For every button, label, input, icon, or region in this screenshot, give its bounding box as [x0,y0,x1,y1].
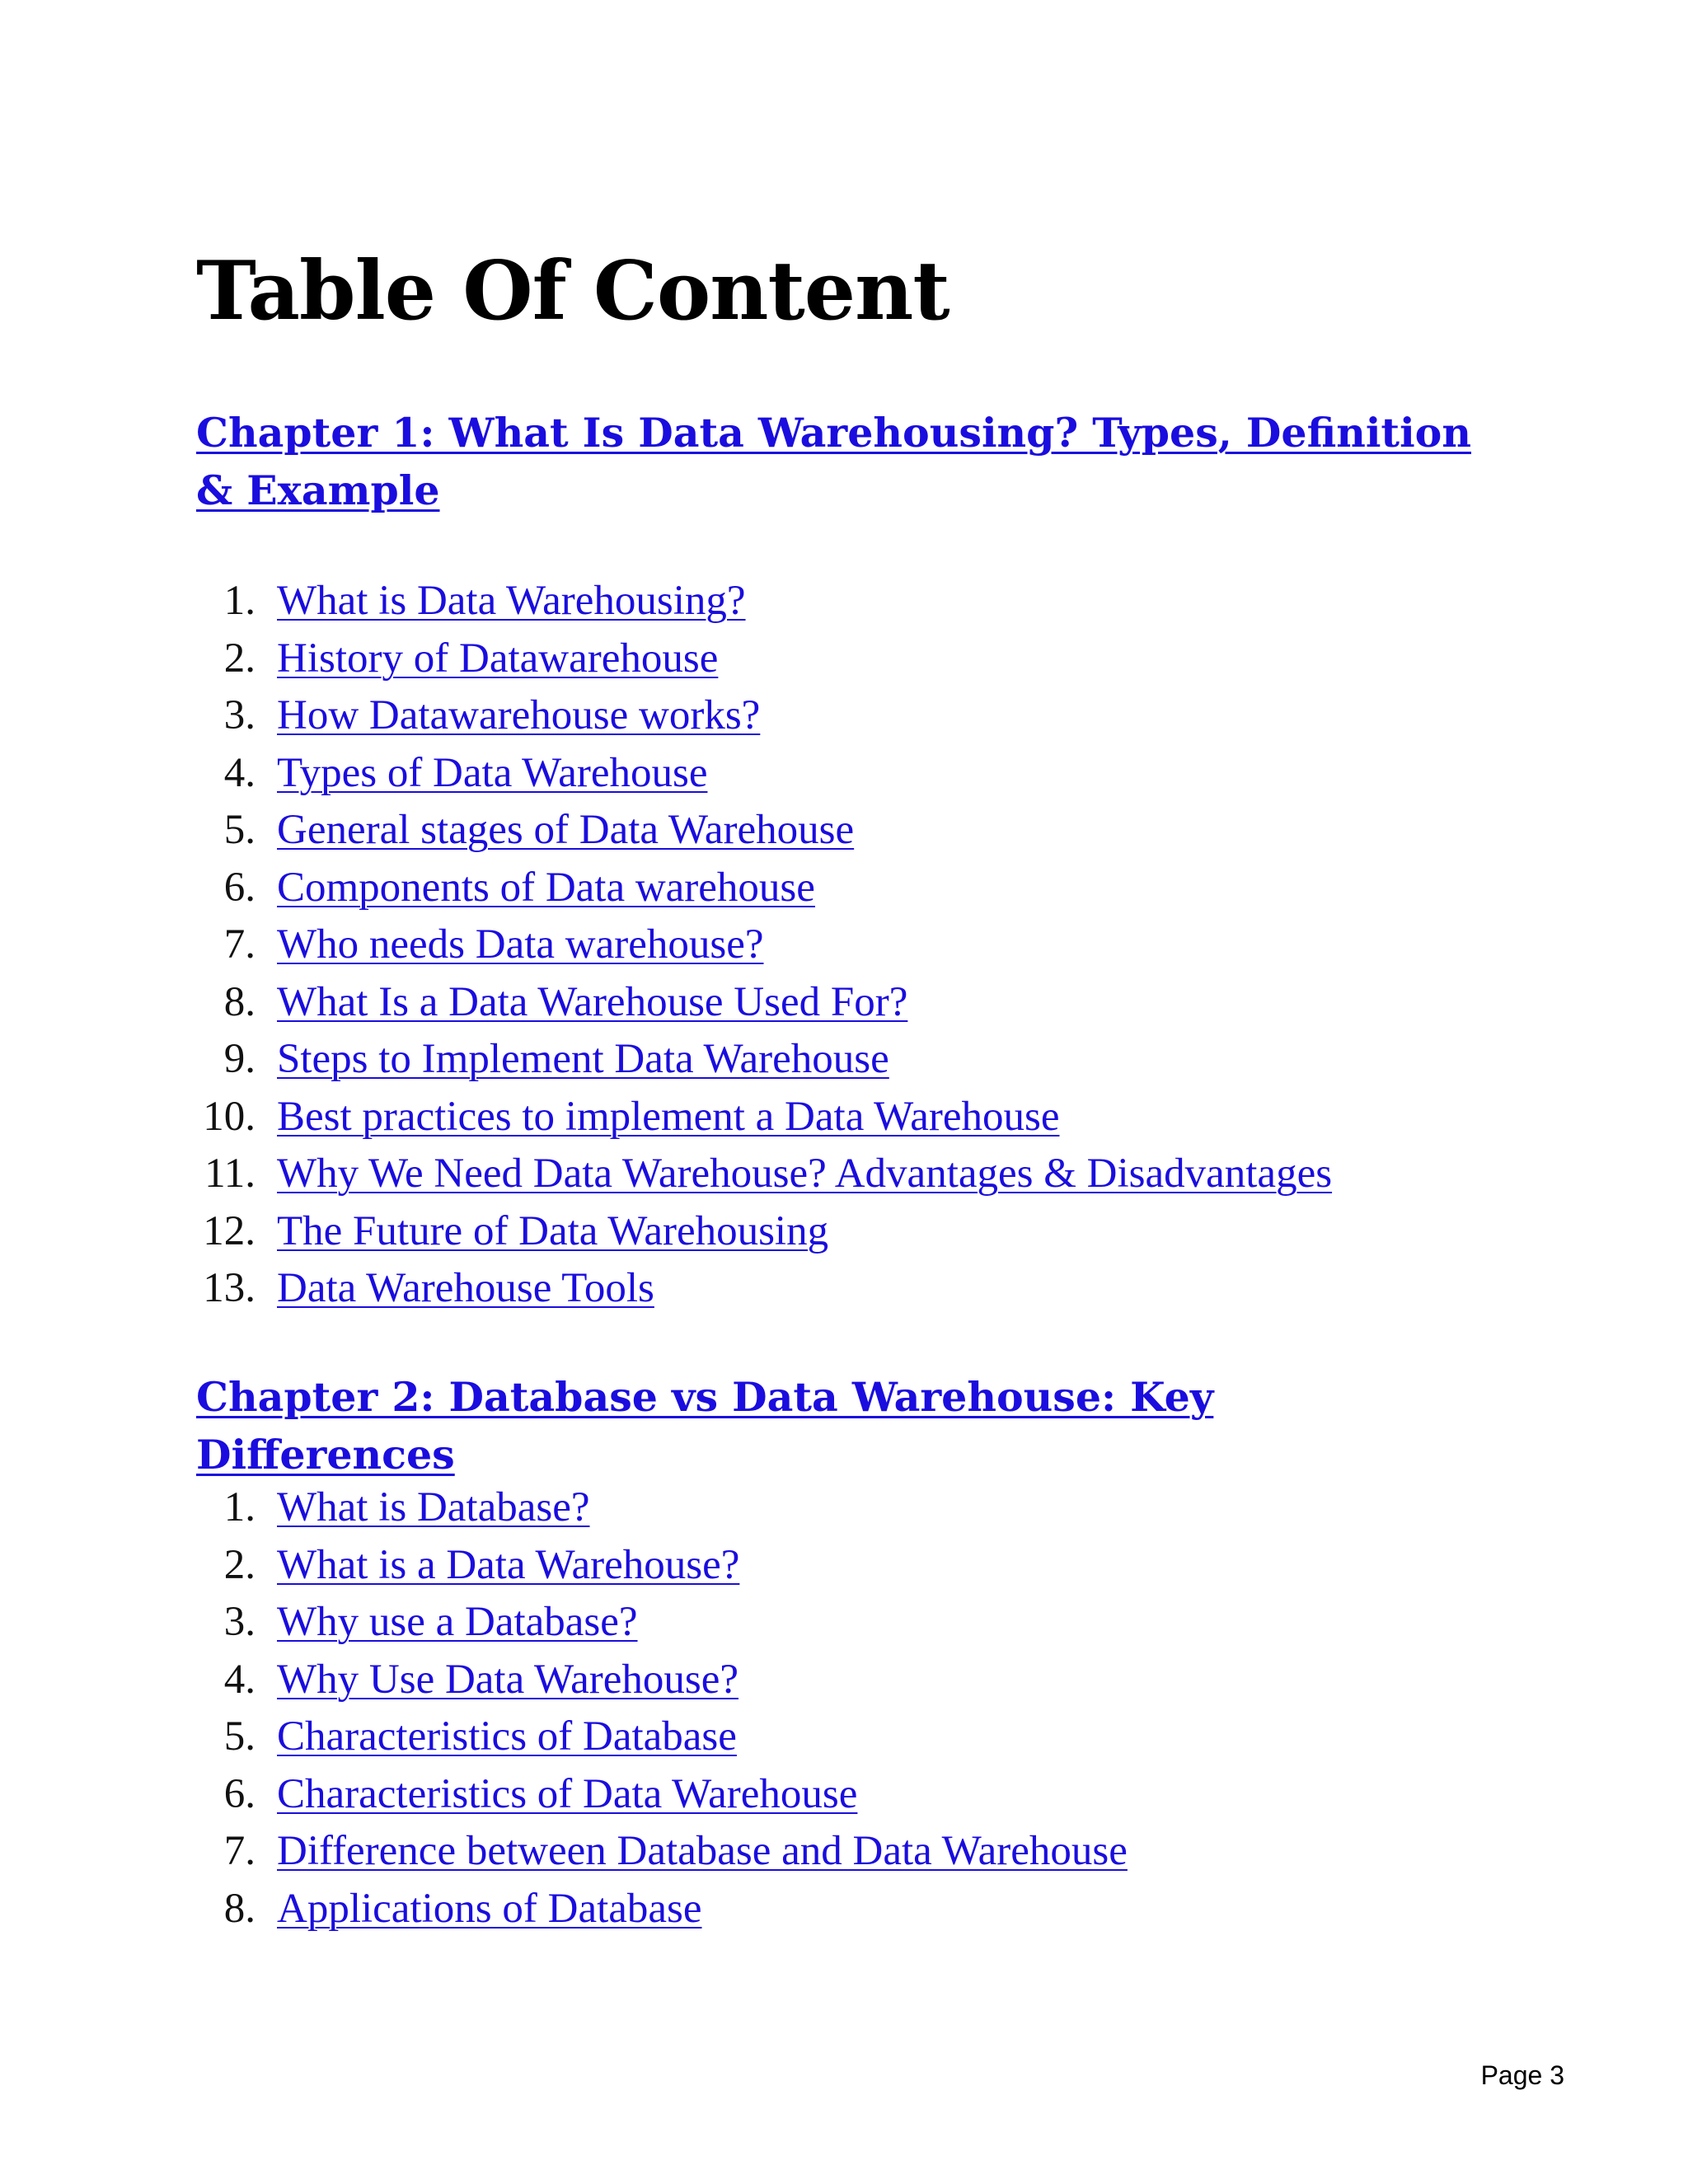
chapter-1-toc-list [196,577,1332,1322]
list-item [196,1656,1128,1713]
toc-link[interactable]: Why We Need Data Warehouse? Advantages & Disadvantages [277,1151,1333,1197]
item-number: 2. [223,635,256,682]
toc-link[interactable]: Who needs Data warehouse? [277,921,764,968]
toc-link[interactable]: What is Database? [277,1484,590,1530]
toc-link[interactable]: What is a Data Warehouse? [277,1541,740,1588]
toc-link[interactable]: Difference between Database and Data Warehouse [277,1828,1128,1874]
item-number: 12. [203,1207,256,1254]
item-number: 1. [223,578,256,624]
chapter-2-toc-list [196,1483,1128,1942]
list-item [196,921,1332,978]
toc-link[interactable]: What Is a Data Warehouse Used For? [277,978,908,1025]
list-item [196,1885,1128,1943]
toc-link[interactable]: Types of Data Warehouse [277,749,708,796]
item-number: 10. [203,1093,256,1140]
item-number: 6. [223,864,256,911]
page-number: Page 3 [1480,2060,1564,2090]
item-number: 1. [223,1484,256,1530]
chapter-1-heading [196,404,1482,519]
toc-link[interactable]: Best practices to implement a Data Warehouse [277,1093,1060,1140]
toc-link[interactable]: What is Data Warehousing? [277,578,746,624]
chapter-1-link[interactable]: Chapter 1: What Is Data Warehousing? Types, Definition & Example [196,409,1471,514]
item-number: 5. [223,807,256,853]
list-item [196,1827,1128,1885]
list-item [196,1150,1332,1207]
list-item [196,691,1332,749]
toc-link[interactable]: Data Warehouse Tools [277,1265,654,1311]
chapter-2-link[interactable]: Chapter 2: Database vs Data Warehouse: Key Differences [196,1373,1214,1479]
toc-link[interactable]: Characteristics of Data Warehouse [277,1770,858,1817]
item-number: 8. [223,978,256,1025]
toc-link[interactable]: Why use a Database? [277,1599,638,1645]
list-item [196,749,1332,807]
list-item [196,864,1332,921]
toc-link[interactable]: History of Datawarehouse [277,635,719,682]
item-number: 3. [223,692,256,738]
list-item [196,1264,1332,1322]
item-number: 4. [223,1656,256,1703]
list-item [196,1541,1128,1599]
item-number: 3. [223,1599,256,1645]
item-number: 2. [223,1541,256,1588]
item-number: 7. [223,921,256,968]
list-item [196,1035,1332,1093]
list-item [196,806,1332,864]
toc-link[interactable]: Steps to Implement Data Warehouse [277,1036,889,1082]
list-item [196,1093,1332,1151]
item-number: 4. [223,749,256,796]
chapter-2-heading [196,1368,1482,1483]
item-number: 13. [203,1265,256,1311]
toc-link[interactable]: Components of Data warehouse [277,864,815,911]
item-number: 6. [223,1770,256,1817]
item-number: 8. [223,1885,256,1932]
item-number: 11. [204,1151,256,1197]
toc-link[interactable]: Why Use Data Warehouse? [277,1656,738,1703]
list-item [196,1713,1128,1770]
list-item [196,635,1332,692]
toc-link[interactable]: How Datawarehouse works? [277,692,761,738]
list-item [196,1483,1128,1541]
list-item [196,577,1332,635]
list-item [196,1770,1128,1828]
page-title: Table Of Content [196,244,950,339]
item-number: 9. [223,1036,256,1082]
toc-link[interactable]: Applications of Database [277,1885,702,1932]
toc-link[interactable]: The Future of Data Warehousing [277,1207,829,1254]
list-item [196,1207,1332,1265]
toc-link[interactable]: Characteristics of Database [277,1713,737,1760]
list-item [196,1598,1128,1656]
list-item [196,978,1332,1036]
item-number: 5. [223,1713,256,1760]
toc-link[interactable]: General stages of Data Warehouse [277,807,855,853]
item-number: 7. [223,1828,256,1874]
